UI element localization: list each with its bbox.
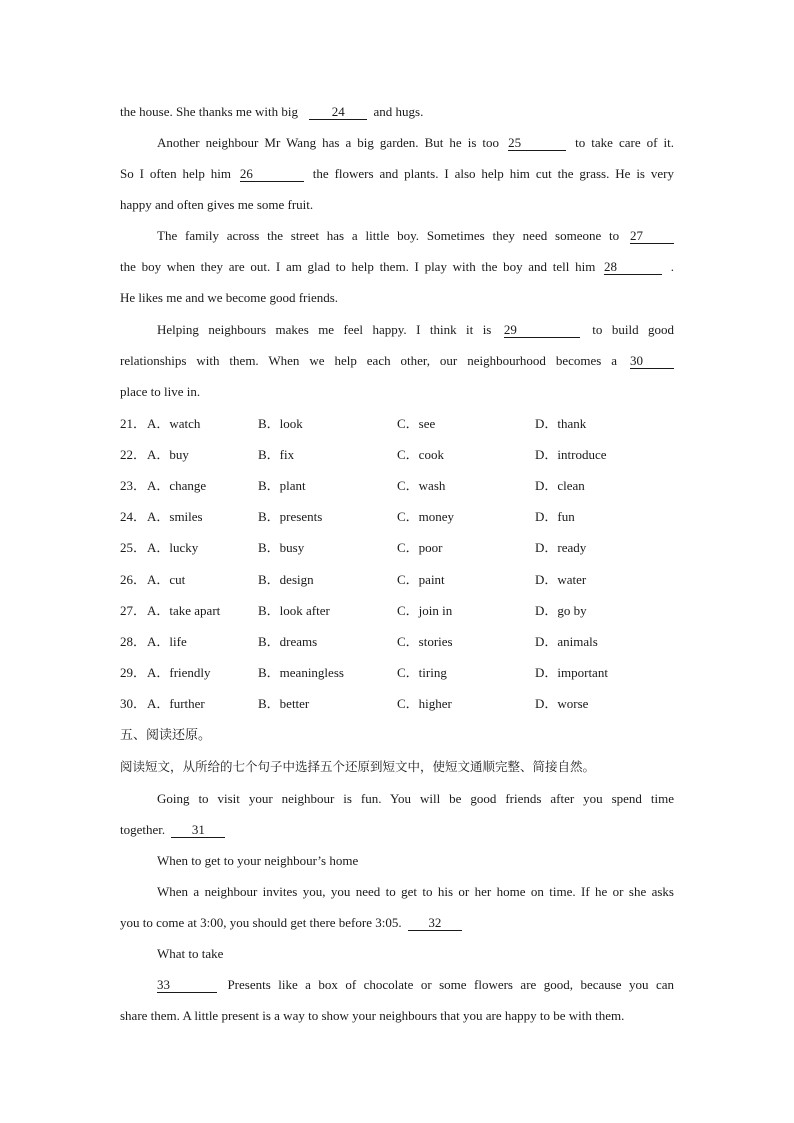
- text: to take care of it.: [575, 135, 674, 150]
- text: The family across the street has a little boy. Sometimes they need someone to: [157, 228, 620, 243]
- text: the flowers and plants. I also help him cut the grass. He is very: [312, 166, 674, 181]
- text: to build good: [592, 322, 675, 337]
- cloze-line: happy and often gives me some fruit.: [120, 197, 314, 212]
- passage-line: Going to visit your neighbour is fun. You will be good friends after you spend time: [157, 791, 674, 806]
- cloze-line: [120, 134, 674, 152]
- text: the house. She thanks me with big: [120, 104, 299, 119]
- section-instruction: 阅读短文，从所给的七个句子中选择五个还原到短文中，使短文通顺完整、简接自然。: [120, 759, 596, 774]
- option-a[interactable]: A．life: [147, 634, 187, 649]
- question-number: 24．: [120, 509, 147, 524]
- question-number: 21．: [120, 416, 147, 431]
- passage-line: share them. A little present is a way to show your neighbours that you are happy to be with them.: [120, 1008, 625, 1023]
- option-b[interactable]: B．plant: [258, 478, 306, 493]
- option-d[interactable]: D．introduce: [535, 447, 607, 462]
- option-a[interactable]: A．change: [147, 478, 207, 493]
- option-c[interactable]: C．cook: [397, 447, 444, 462]
- option-c[interactable]: C．paint: [397, 572, 445, 587]
- option-a[interactable]: A．further: [147, 696, 205, 711]
- text: So I often help him: [120, 166, 231, 181]
- cloze-line: place to live in.: [120, 384, 201, 399]
- cloze-line: He likes me and we become good friends.: [120, 290, 339, 305]
- option-c[interactable]: C．join in: [397, 603, 453, 618]
- question-number: 27．: [120, 603, 147, 618]
- option-b[interactable]: B．design: [258, 572, 314, 587]
- section-title: 五、阅读还原。: [120, 728, 212, 743]
- option-c[interactable]: C．higher: [397, 696, 452, 711]
- option-c[interactable]: C．wash: [397, 478, 446, 493]
- passage-line: [120, 976, 674, 994]
- cloze-line: [120, 321, 674, 339]
- passage-line: [120, 914, 674, 932]
- question-number: 23．: [120, 478, 147, 493]
- option-b[interactable]: B．busy: [258, 540, 305, 555]
- option-a[interactable]: A．buy: [147, 447, 189, 462]
- blank-26[interactable]: 26: [240, 166, 304, 182]
- cloze-line: [120, 227, 674, 245]
- blank-29[interactable]: 29: [504, 322, 580, 338]
- option-b[interactable]: B．dreams: [258, 634, 318, 649]
- option-b[interactable]: B．better: [258, 696, 310, 711]
- option-d[interactable]: D．clean: [535, 478, 585, 493]
- option-d[interactable]: D．ready: [535, 540, 587, 555]
- blank-24[interactable]: 24: [309, 104, 367, 120]
- text: Another neighbour Mr Wang has a big garden. But he is too: [157, 135, 500, 150]
- option-d[interactable]: D．thank: [535, 416, 587, 431]
- blank-27[interactable]: 27: [630, 228, 674, 244]
- option-d[interactable]: D．water: [535, 572, 587, 587]
- option-c[interactable]: C．money: [397, 509, 455, 524]
- question-number: 22．: [120, 447, 147, 462]
- text: relationships with them. When we help each other, our neighbourhood becomes a: [120, 353, 618, 368]
- option-c[interactable]: C．tiring: [397, 665, 447, 680]
- option-d[interactable]: D．go by: [535, 603, 587, 618]
- question-number: 28．: [120, 634, 147, 649]
- option-a[interactable]: A．friendly: [147, 665, 211, 680]
- blank-32[interactable]: 32: [408, 915, 462, 931]
- option-c[interactable]: C．poor: [397, 540, 443, 555]
- option-a[interactable]: A．take apart: [147, 603, 221, 618]
- blank-25[interactable]: 25: [508, 135, 566, 151]
- text: together.: [120, 822, 166, 837]
- cloze-line: [120, 103, 674, 121]
- passage-line: [120, 821, 674, 839]
- blank-30[interactable]: 30: [630, 353, 674, 369]
- question-number: 30．: [120, 696, 147, 711]
- subheading: What to take: [157, 946, 224, 961]
- blank-28[interactable]: 28: [604, 259, 662, 275]
- option-b[interactable]: B．presents: [258, 509, 323, 524]
- option-a[interactable]: A．lucky: [147, 540, 199, 555]
- option-d[interactable]: D．fun: [535, 509, 575, 524]
- option-b[interactable]: B．fix: [258, 447, 295, 462]
- option-d[interactable]: D．worse: [535, 696, 589, 711]
- text: .: [670, 259, 675, 274]
- option-b[interactable]: B．meaningless: [258, 665, 344, 680]
- cloze-line: [120, 258, 674, 276]
- cloze-line: [120, 165, 674, 183]
- option-b[interactable]: B．look: [258, 416, 303, 431]
- option-a[interactable]: A．smiles: [147, 509, 203, 524]
- text: and hugs.: [373, 104, 424, 119]
- option-a[interactable]: A．cut: [147, 572, 186, 587]
- option-c[interactable]: C．see: [397, 416, 436, 431]
- option-c[interactable]: C．stories: [397, 634, 453, 649]
- text: Presents like a box of chocolate or some flowers are good, because you can: [227, 977, 675, 992]
- question-number: 29．: [120, 665, 147, 680]
- blank-31[interactable]: 31: [171, 822, 225, 838]
- option-a[interactable]: A．watch: [147, 416, 201, 431]
- text: you to come at 3:00, you should get there before 3:05.: [120, 915, 402, 930]
- option-d[interactable]: D．important: [535, 665, 608, 680]
- subheading: When to get to your neighbour’s home: [157, 853, 359, 868]
- text: the boy when they are out. I am glad to help them. I play with the boy and tell him: [120, 259, 596, 274]
- option-d[interactable]: D．animals: [535, 634, 598, 649]
- cloze-line: [120, 352, 674, 370]
- option-b[interactable]: B．look after: [258, 603, 330, 618]
- question-number: 26．: [120, 572, 147, 587]
- question-number: 25．: [120, 540, 147, 555]
- passage-line: When a neighbour invites you, you need to get to his or her home on time. If he or she asks: [157, 884, 674, 899]
- text: Helping neighbours makes me feel happy. I think it is: [157, 322, 492, 337]
- blank-33[interactable]: 33: [157, 977, 217, 993]
